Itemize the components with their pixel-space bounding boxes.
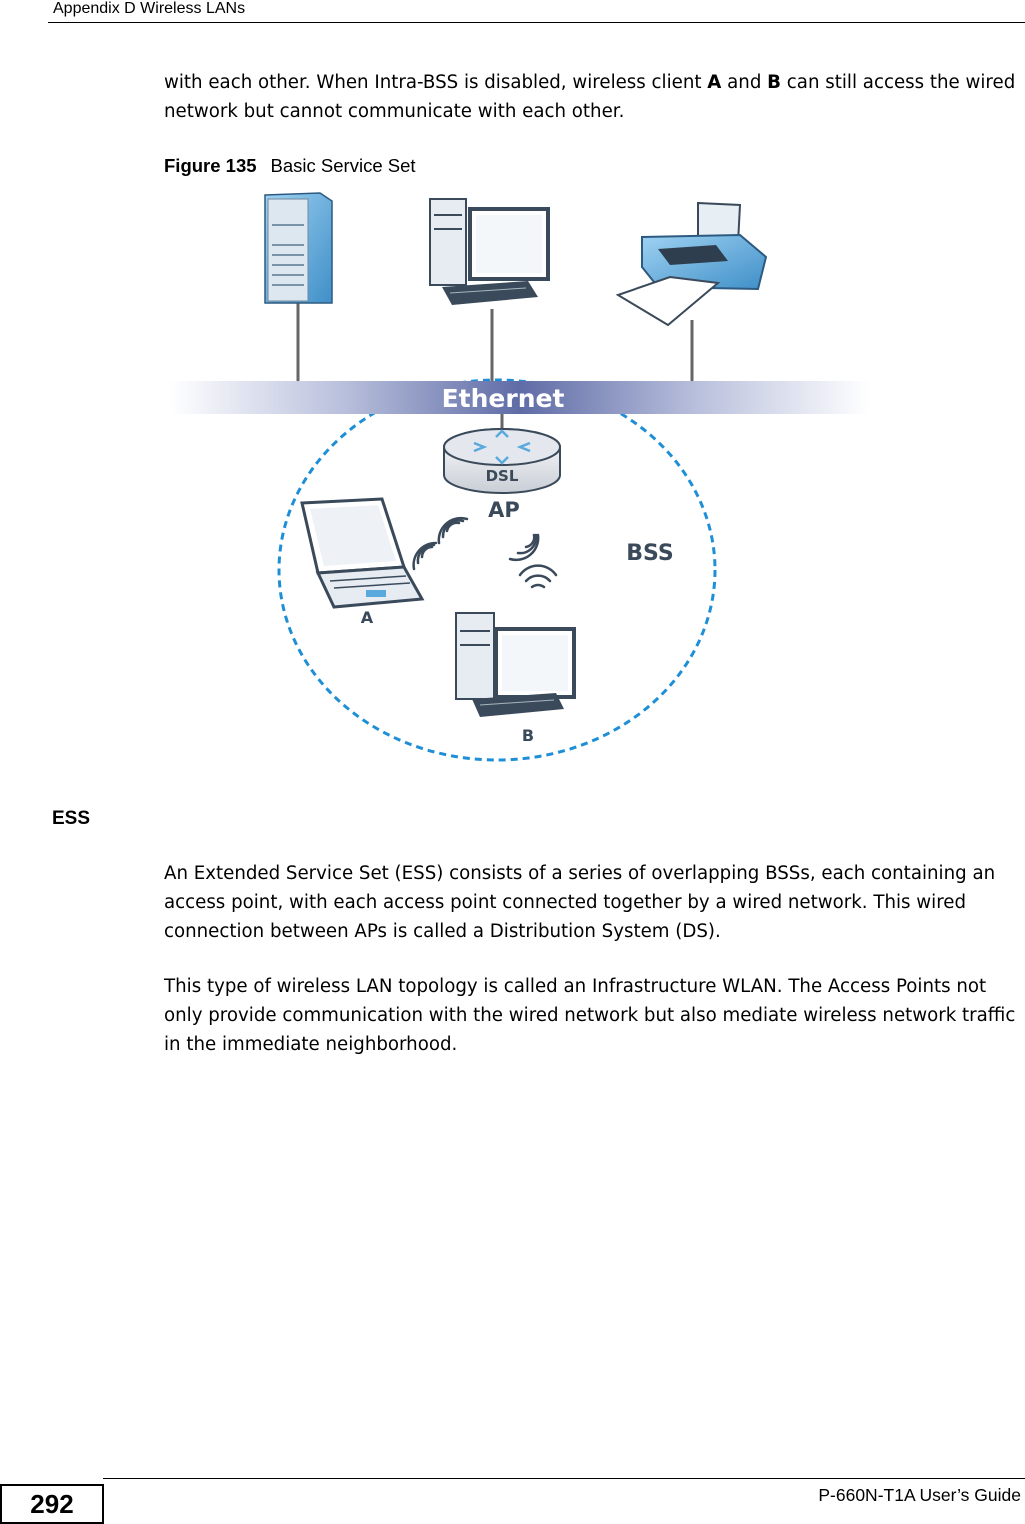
router-badge-label: DSL [485, 467, 519, 485]
figure-title: Basic Service Set [270, 155, 416, 176]
intro-text-2: and [721, 72, 768, 93]
intro-text-1: with each other. When Intra-BSS is disabled, wireless client [164, 72, 708, 93]
bss-diagram [160, 185, 880, 775]
figure-caption [164, 155, 416, 177]
section-heading-ess: ESS [52, 808, 91, 829]
wifi-signal-icon [510, 535, 538, 560]
intro-paragraph [164, 68, 1024, 126]
header-rule [48, 22, 1025, 23]
wifi-signal-icon [439, 518, 467, 543]
laptop-icon [302, 499, 422, 607]
client-a-label: A [360, 608, 374, 627]
ap-label: AP [488, 498, 520, 522]
wifi-signal-icon [520, 566, 556, 587]
running-header: Appendix D Wireless LANs [53, 0, 246, 17]
intro-text-3: can still access the wired network but cannot communicate with each other. [164, 72, 1016, 122]
desktop-computer-icon [456, 613, 574, 717]
footer-rule [103, 1478, 1025, 1479]
client-b-label: B [521, 726, 535, 745]
wifi-signal-icon [414, 543, 436, 569]
server-icon [265, 193, 332, 303]
footer-guide-title: P-660N-T1A User’s Guide [818, 1485, 1021, 1505]
client-a-ref: A [707, 72, 722, 93]
page-number: 292 [0, 1484, 104, 1524]
ethernet-label: Ethernet [441, 384, 565, 413]
printer-icon [618, 203, 766, 325]
ess-paragraph-2: This type of wireless LAN topology is called an Infrastructure WLAN. The Access Points not only provide communication with the wired network but also mediate wireless network traffic in the immediate neighborhood. [164, 976, 1016, 1055]
ess-paragraph-1: An Extended Service Set (ESS) consists of a series of overlapping BSSs, each containing an access point, with each access point connected together by a wired network. This wired connection between APs is called a Distribution System (DS). [164, 863, 996, 942]
figure-number: Figure 135 [164, 155, 257, 176]
desktop-computer-icon [430, 199, 548, 305]
client-b-ref: B [767, 72, 782, 93]
bss-label: BSS [626, 541, 674, 566]
